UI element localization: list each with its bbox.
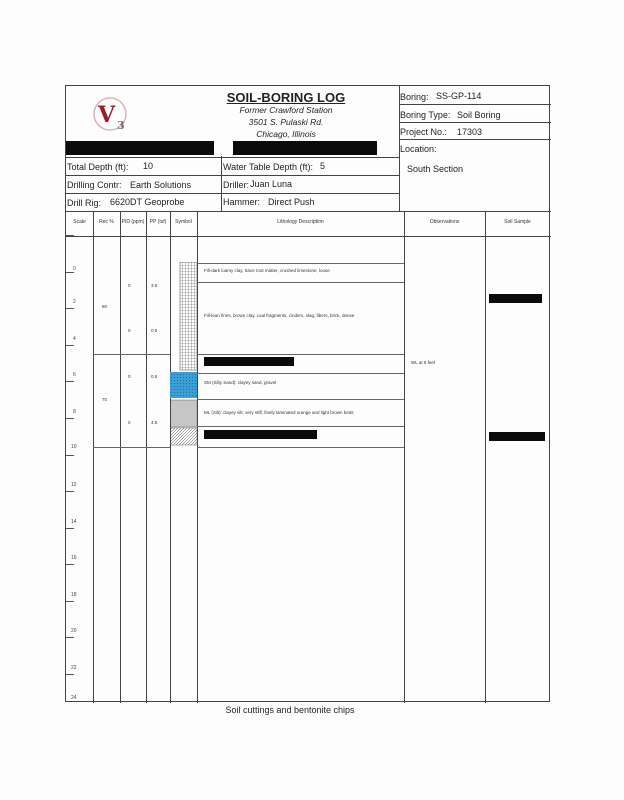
boring-label: Boring:	[400, 92, 429, 102]
redaction-bar	[204, 357, 294, 366]
boring-type-value: Soil Boring	[457, 110, 501, 120]
drilling-contr-value: Earth Solutions	[130, 180, 192, 190]
pid-value: 0	[128, 328, 131, 333]
site-name: Former Crawford Station	[239, 105, 333, 115]
scale-label: 18	[71, 592, 77, 598]
scale-label: 10	[71, 444, 77, 450]
site-city: Chicago, Illinois	[256, 129, 316, 139]
redaction-bar	[233, 141, 377, 155]
pid-value: 0	[128, 374, 131, 379]
site-address: 3501 S. Pulaski Rd.	[248, 117, 324, 127]
redaction-bar	[489, 294, 542, 303]
lithology-ml: ML (Silt): clayey silt, very stiff, finely laminated orange and light brown beds	[204, 410, 354, 415]
rec-value: 70	[102, 397, 108, 402]
pp-value: 4.5	[151, 420, 158, 425]
water-table-value: 5	[320, 161, 326, 171]
symbol-ml-bottom	[170, 428, 197, 445]
project-label: Project No.:	[400, 127, 448, 137]
scale-label: 14	[71, 519, 77, 525]
scale-label: 8	[73, 409, 76, 415]
scale-label: 12	[71, 482, 77, 488]
boring-type-label: Boring Type:	[400, 110, 451, 120]
pid-value: 0	[128, 283, 131, 288]
scale-label: 16	[71, 555, 77, 561]
drilling-contr-label: Drilling Contr:	[67, 180, 122, 190]
backfill-note: Soil cuttings and bentonite chips	[225, 705, 355, 715]
col-pp: PP (tsf)	[149, 219, 167, 225]
hammer-label: Hammer:	[223, 197, 261, 207]
drill-rig-label: Drill Rig:	[67, 198, 102, 208]
redaction-bar	[204, 430, 317, 439]
pid-value: 0	[128, 420, 131, 425]
redaction-bar	[489, 432, 545, 441]
depth-scale	[66, 235, 93, 702]
boring-value: SS-GP-114	[436, 91, 482, 101]
scale-label: 24	[71, 695, 77, 701]
col-pid: PID (ppm)	[121, 219, 145, 225]
lithology-sm: SM (Silty Sand): clayey sand, gravel	[204, 380, 277, 385]
symbol-fill	[180, 262, 197, 370]
scale-label: 2	[73, 299, 76, 305]
rec-value: 80	[102, 304, 108, 309]
col-scale: Scale	[73, 219, 86, 225]
symbol-ml	[170, 400, 197, 427]
col-soil-sample: Soil Sample	[504, 219, 531, 225]
water-table-label: Water Table Depth (ft):	[223, 162, 314, 172]
scale-label: 6	[73, 372, 76, 378]
lithology-fill-lean: Fill-lean fines, brown clay, coal fragments, cinders, slag, fibers, brick, dense	[204, 313, 355, 318]
pp-value: 0.5	[151, 328, 158, 333]
pp-value: 3.5	[151, 283, 158, 288]
lithology-symbols	[170, 262, 197, 447]
project-value: 17303	[457, 127, 483, 137]
drill-rig-value: 6620DT Geoprobe	[110, 197, 185, 207]
total-depth-value: 10	[143, 161, 154, 171]
scale-label: 22	[71, 665, 77, 671]
redaction-bar	[66, 141, 214, 155]
col-rec: Rec %	[99, 219, 114, 225]
col-symbol: Symbol	[175, 219, 192, 225]
lithology-fill-topsoil: Fill-dark loamy clay, trace root matter, crushed limestone, loose	[204, 268, 330, 273]
col-observations: Observations	[429, 219, 460, 225]
scale-label: 4	[73, 336, 76, 342]
svg-text:V: V	[98, 102, 116, 128]
symbol-sm	[170, 372, 197, 398]
observation-water-level: WL at 5 feet	[411, 360, 436, 365]
col-lithology: Lithology Description	[277, 219, 324, 225]
driller-label: Driller:	[223, 180, 249, 190]
page-title: SOIL-BORING LOG	[226, 90, 346, 105]
driller-value: Juan Luna	[250, 179, 293, 189]
scale-label: 0	[73, 266, 76, 272]
hammer-value: Direct Push	[268, 197, 315, 207]
total-depth-label: Total Depth (ft):	[67, 162, 129, 172]
pp-value: 0.5	[151, 374, 158, 379]
location-value: South Section	[407, 164, 464, 174]
scale-label: 20	[71, 628, 77, 634]
location-label: Location:	[400, 144, 437, 154]
svg-text:3: 3	[117, 119, 125, 132]
soil-boring-log-form	[65, 85, 550, 702]
